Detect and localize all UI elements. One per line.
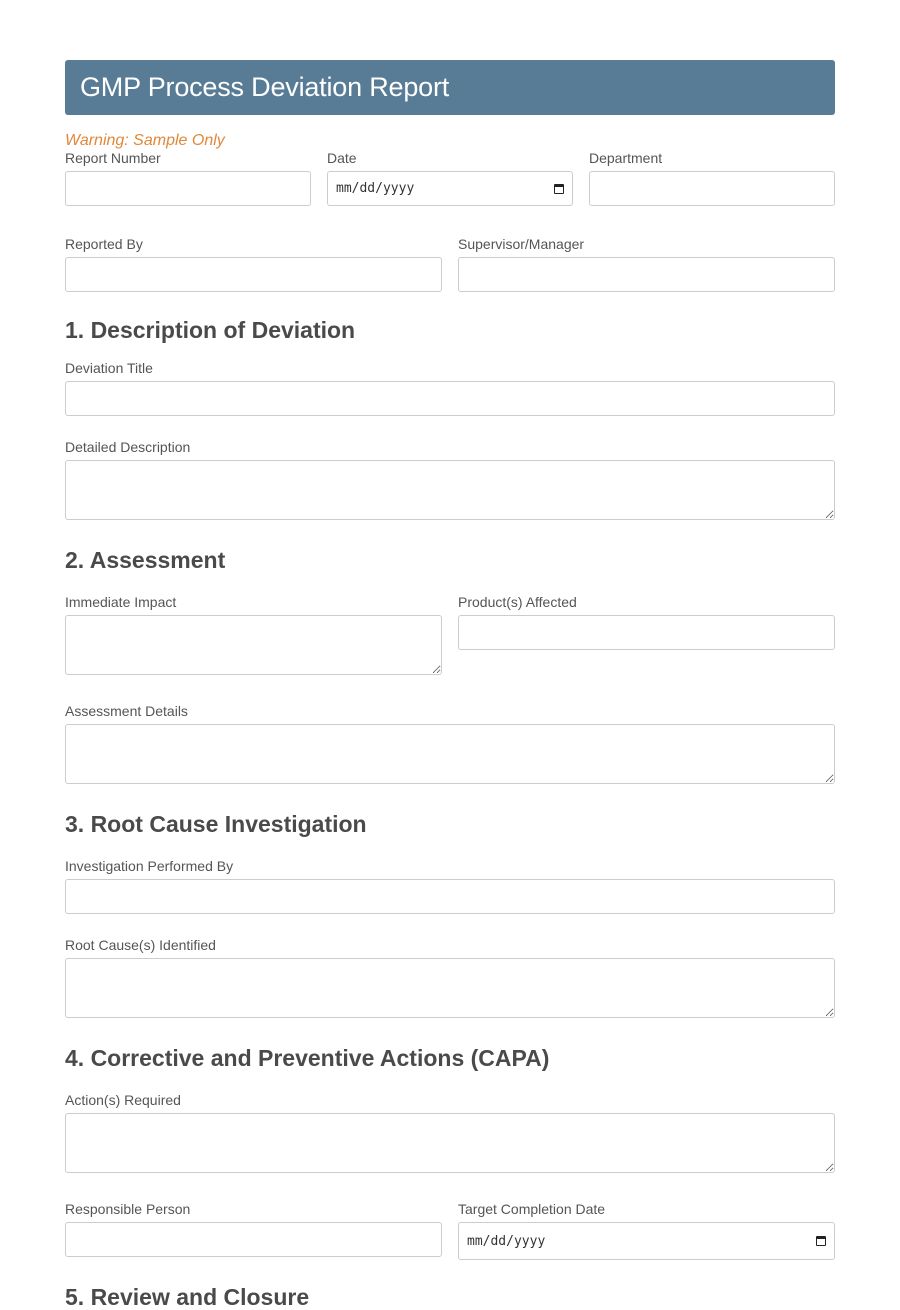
actions-required-field (65, 1092, 835, 1173)
department-field (589, 150, 835, 206)
supervisor-label: Supervisor/Manager (458, 236, 585, 252)
immediate-impact-label: Immediate Impact (65, 594, 177, 610)
date-label: Date (327, 150, 357, 166)
calendar-icon[interactable] (816, 1236, 826, 1246)
deviation-title-field (65, 360, 835, 416)
products-affected-input[interactable] (458, 615, 835, 650)
page-title: GMP Process Deviation Report (80, 72, 450, 102)
detailed-description-label: Detailed Description (65, 439, 191, 455)
root-causes-textarea[interactable] (65, 958, 835, 1018)
department-input[interactable] (589, 171, 835, 206)
sample-warning: Warning: Sample Only (65, 132, 225, 149)
section-heading-review-closure: 5. Review and Closure (65, 1284, 310, 1310)
investigation-by-field (65, 858, 835, 914)
report-number-input[interactable] (65, 171, 311, 206)
reported-by-input[interactable] (65, 257, 442, 292)
deviation-title-input[interactable] (65, 381, 835, 416)
calendar-icon[interactable] (554, 184, 564, 194)
date-input[interactable] (327, 171, 573, 206)
supervisor-input[interactable] (458, 257, 835, 292)
responsible-person-field (65, 1201, 442, 1260)
assessment-details-field (65, 703, 835, 784)
section-heading-assessment: 2. Assessment (65, 547, 226, 573)
supervisor-field (458, 236, 835, 292)
assessment-details-textarea[interactable] (65, 724, 835, 784)
investigation-by-label: Investigation Performed By (65, 858, 234, 874)
detailed-description-field (65, 439, 835, 520)
actions-required-textarea[interactable] (65, 1113, 835, 1173)
responsible-person-input[interactable] (65, 1222, 442, 1257)
target-date-field (458, 1201, 835, 1260)
root-causes-field (65, 937, 835, 1018)
date-field (327, 150, 573, 206)
report-number-label: Report Number (65, 150, 161, 166)
immediate-impact-textarea[interactable] (65, 615, 442, 675)
deviation-title-label: Deviation Title (65, 360, 153, 376)
reported-by-field (65, 236, 442, 292)
investigation-by-input[interactable] (65, 879, 835, 914)
products-affected-label: Product(s) Affected (458, 594, 577, 610)
report-number-field (65, 150, 311, 206)
target-date-label: Target Completion Date (458, 1201, 606, 1217)
assessment-details-label: Assessment Details (65, 703, 188, 719)
section-heading-capa: 4. Corrective and Preventive Actions (CAPA) (65, 1045, 550, 1071)
target-date-input[interactable] (458, 1222, 835, 1260)
report-form (65, 0, 835, 1310)
products-affected-field (458, 594, 835, 650)
root-causes-label: Root Cause(s) Identified (65, 937, 216, 953)
immediate-impact-field (65, 594, 442, 675)
detailed-description-textarea[interactable] (65, 460, 835, 520)
department-label: Department (589, 150, 663, 166)
section-heading-root-cause: 3. Root Cause Investigation (65, 811, 367, 837)
responsible-person-label: Responsible Person (65, 1201, 191, 1217)
actions-required-label: Action(s) Required (65, 1092, 181, 1108)
date-placeholder: mm/dd/yyyy (336, 181, 415, 196)
section-heading-description: 1. Description of Deviation (65, 317, 356, 343)
form-header (65, 60, 835, 115)
target-date-placeholder: mm/dd/yyyy (467, 1233, 546, 1249)
reported-by-label: Reported By (65, 236, 143, 252)
